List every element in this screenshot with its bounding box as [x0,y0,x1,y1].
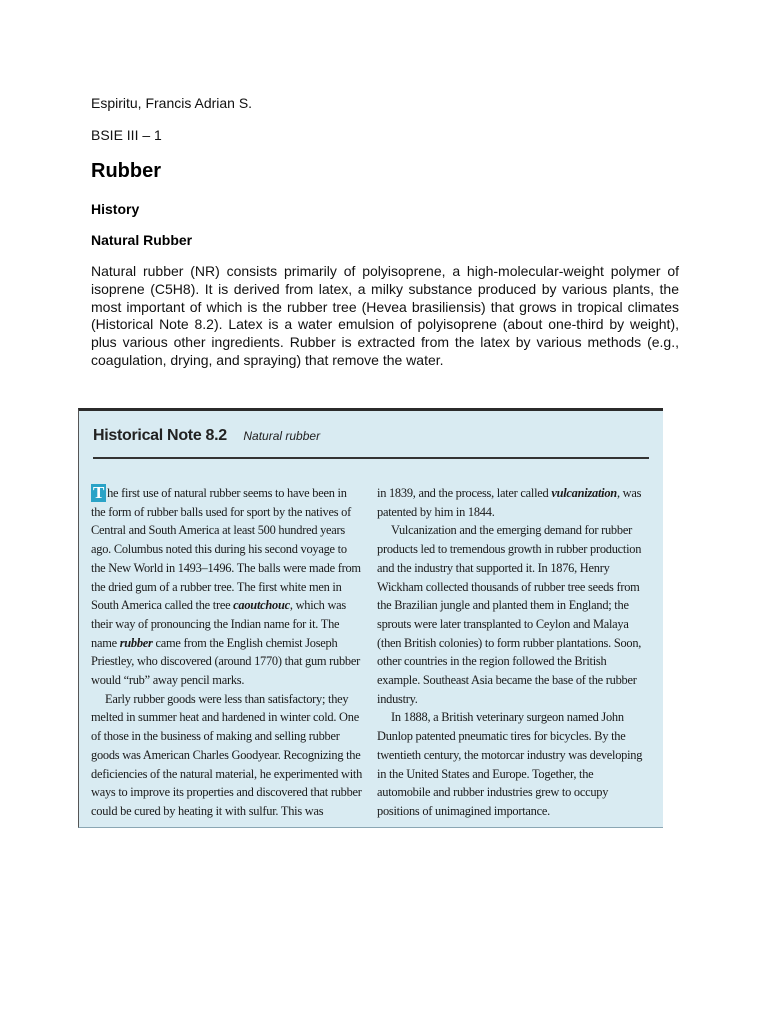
note-text: , was patented by him in 1844. [377,486,642,519]
note-label: Historical Note 8.2 [93,427,227,444]
note-left-paragraph-1 [91,484,363,690]
author-name: Espiritu, Francis Adrian S. [91,95,253,111]
note-left-paragraph-2: Early rubber goods were less than satisfactory; they melted in summer heat and hardened in winter cold. One of those in the business of making and selling rubber goods was American Charles Goodyear. Recognizing the deficiencies of the natural material, he experimented with ways to improve its properties and discovered that rubber could be cured by heating it with sulfur. This was [91,691,363,818]
page-title: Rubber [91,160,161,182]
note-left-column [91,484,363,821]
note-emphasis: rubber [119,635,153,650]
note-right-paragraph-3: In 1888, a British veterinary surgeon named John Dunlop patented pneumatic tires for bicycles. By the twentieth century, the motorcar industry was developing in the United States and Europe. Together, the automobile and rubber industries grew to occupy positions of unimagined importance. [377,710,643,818]
note-text: in 1839, and the process, later called [377,486,552,500]
note-text: he first use of natural rubber seems to have been in the form of rubber balls used for sport by the natives of Central and South America at least 500 hundred years ago. Columbus noted this during his second voyage to the New World in 1493–1496. The balls were made from the dried gum of a rubber tree. The first white men in South America called the tree [91,486,361,613]
note-right-paragraph-2: Vulcanization and the emerging demand for rubber products led to tremendous growth in rubber production and the industry that supported it. In 1876, Henry Wickham collected thousands of rubber tree seeds from the Brazilian jungle and planted them in England; the sprouts were later transplanted to Ceylon and Malaya (then British colonies) to form rubber plantations. Soon, other countries in the region followed the British example. Southeast Asia became the base of the rubber industry. [377,523,642,706]
historical-note-box [78,408,663,828]
subsection-heading-natural-rubber: Natural Rubber [91,232,193,248]
course-code: BSIE III – 1 [91,127,162,143]
intro-paragraph: Natural rubber (NR) consists primarily of polyisoprene, a high-molecular-weight polymer of isoprene (C5H8). It is derived from latex, a milky substance produced by various plants, the most important of which is the rubber tree (Hevea brasiliensis) that grows in tropical climates (Historical Note 8.2). Latex is a water emulsion of polyisoprene (about one-third by weight), plus various other ingredients. Rubber is extracted from the latex by various methods (e.g., coagulation, drying, and spraying) that remove the water. [91,263,679,368]
note-text: , which was their way of pronouncing the Indian name for it. The name [91,598,346,650]
drop-cap: T [93,483,105,502]
note-right-column [377,484,649,821]
note-subtitle: Natural rubber [243,429,321,443]
note-text: came from the English chemist Joseph Priestley, who discovered (around 1770) that gum rubber would “rub” away pencil marks. [91,635,360,688]
note-header [93,427,649,459]
note-right-paragraph-1 [377,484,649,521]
note-emphasis: caoutchouc [233,598,290,613]
section-heading-history: History [91,201,140,217]
note-emphasis: vulcanization [551,486,617,500]
